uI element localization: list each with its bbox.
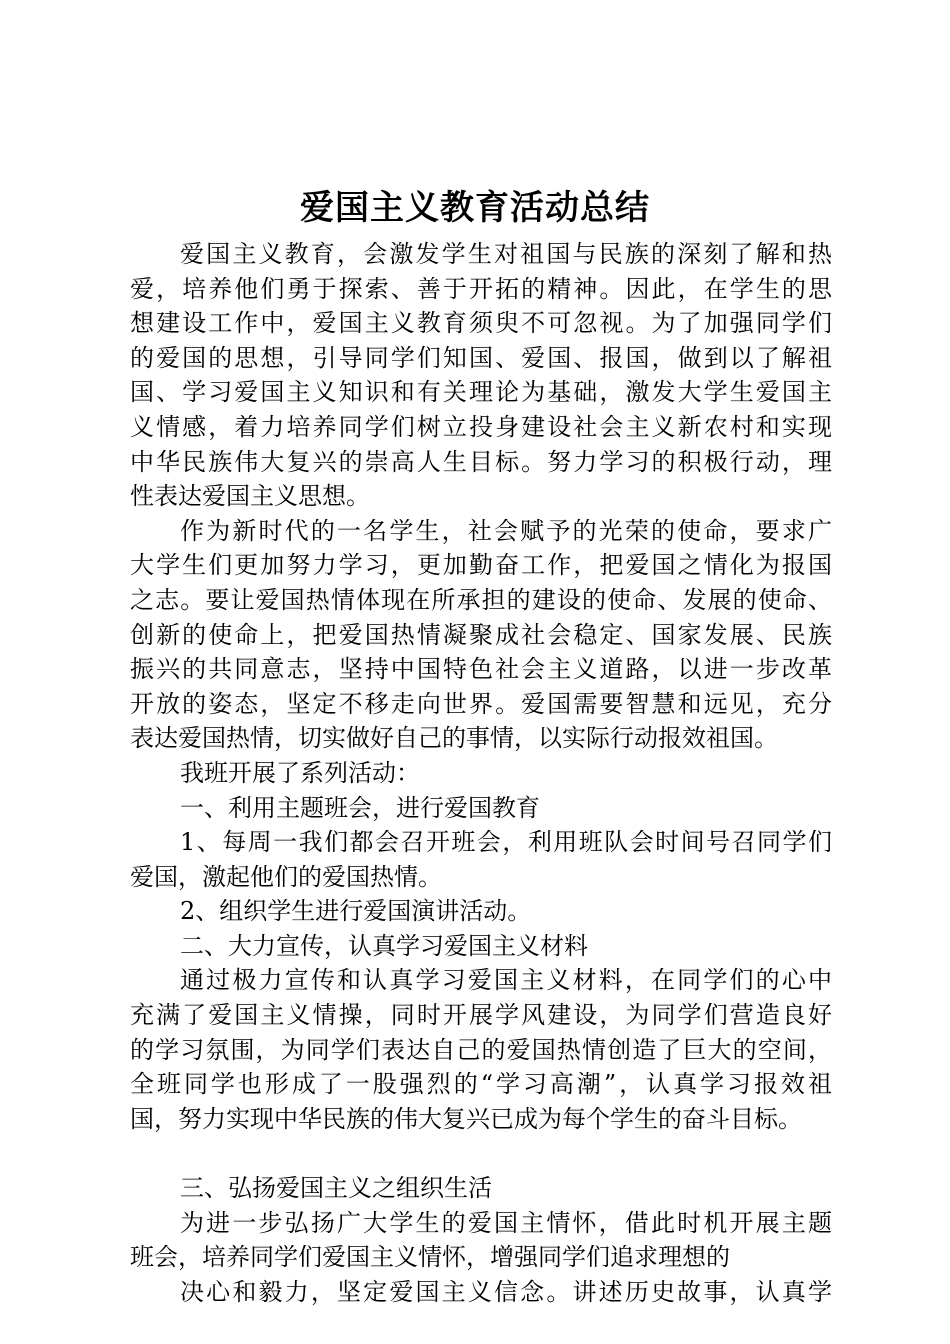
text-line: 想建设工作中，爱国主义教育须臾不可忽视。为了加强同学们 bbox=[130, 309, 832, 338]
text-line: 国、学习爱国主义知识和有关理论为基础，激发大学生爱国主 bbox=[130, 378, 832, 407]
text-line: 通过极力宣传和认真学习爱国主义材料，在同学们的心中 bbox=[180, 966, 832, 995]
text-line: 振兴的共同意志，坚持中国特色社会主义道路，以进一步改革 bbox=[130, 655, 832, 684]
text-line: 2、组织学生进行爱国演讲活动。 bbox=[180, 897, 532, 926]
text-line: 我班开展了系列活动： bbox=[180, 758, 420, 787]
text-line: 充满了爱国主义情操，同时开展学风建设，为同学们营造良好 bbox=[130, 1001, 832, 1030]
text-line: 之志。要让爱国热情体现在所承担的建设的使命、发展的使命、 bbox=[130, 585, 832, 614]
text-line: 的爱国的思想，引导同学们知国、爱国、报国，做到以了解祖 bbox=[130, 343, 832, 372]
document-body bbox=[130, 237, 832, 1309]
text-line: 作为新时代的一名学生，社会赋予的光荣的使命，要求广 bbox=[180, 516, 832, 545]
text-line: 班会，培养同学们爱国主义情怀，增强同学们追求理想的 bbox=[130, 1243, 730, 1272]
text-line: 国，努力实现中华民族的伟大复兴已成为每个学生的奋斗目标。 bbox=[130, 1104, 802, 1133]
text-line: 为进一步弘扬广大学生的爱国主情怀，借此时机开展主题 bbox=[180, 1208, 832, 1237]
text-line: 三、弘扬爱国主义之组织生活 bbox=[180, 1174, 492, 1203]
text-line: 的学习氛围，为同学们表达自己的爱国热情创造了巨大的空间， bbox=[130, 1035, 832, 1064]
text-line: 决心和毅力，坚定爱国主义信念。讲述历史故事，认真学 bbox=[180, 1277, 832, 1306]
text-line: 1、每周一我们都会召开班会，利用班队会时间号召同学们 bbox=[180, 828, 832, 857]
text-line: 全班同学也形成了一股强烈的“学习高潮”，认真学习报效祖 bbox=[130, 1070, 832, 1099]
text-line: 性表达爱国主义思想。 bbox=[130, 482, 370, 511]
text-line: 爱国，激起他们的爱国热情。 bbox=[130, 862, 442, 891]
text-line: 开放的姿态，坚定不移走向世界。爱国需要智慧和远见，充分 bbox=[130, 689, 832, 718]
text-line: 中华民族伟大复兴的崇高人生目标。努力学习的积极行动，理 bbox=[130, 447, 832, 476]
text-line: 一、利用主题班会，进行爱国教育 bbox=[180, 793, 540, 822]
text-line: 表达爱国热情，切实做好自己的事情，以实际行动报效祖国。 bbox=[130, 724, 778, 753]
text-line: 大学生们更加努力学习，更加勤奋工作，把爱国之情化为报国 bbox=[130, 551, 832, 580]
text-line: 二、大力宣传，认真学习爱国主义材料 bbox=[180, 931, 588, 960]
text-line: 义情感，着力培养同学们树立投身建设社会主义新农村和实现 bbox=[130, 412, 832, 441]
document-title: 爱国主义教育活动总结 bbox=[300, 188, 650, 228]
text-line bbox=[130, 1136, 832, 1171]
text-line: 爱，培养他们勇于探索、善于开拓的精神。因此，在学生的思 bbox=[130, 274, 832, 303]
text-line: 创新的使命上，把爱国热情凝聚成社会稳定、国家发展、民族 bbox=[130, 620, 832, 649]
text-line: 爱国主义教育，会激发学生对祖国与民族的深刻了解和热 bbox=[180, 240, 832, 268]
